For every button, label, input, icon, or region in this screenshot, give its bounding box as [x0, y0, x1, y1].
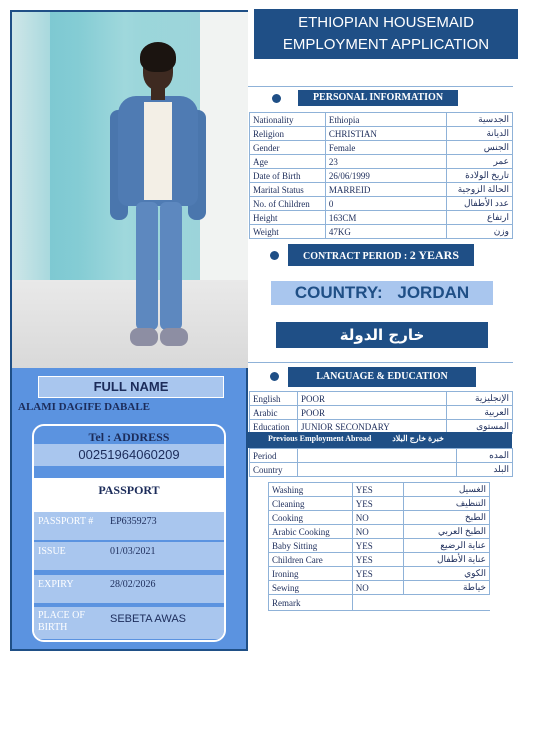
language-label: Education — [250, 420, 298, 434]
skill-value: YES — [352, 553, 404, 567]
personal-info-arabic: الجنس — [447, 141, 513, 155]
skill-label: Washing — [269, 483, 353, 497]
full-name-value: ALAMI DAGIFE DABALE — [18, 401, 151, 413]
skill-label: Children Care — [269, 553, 353, 567]
passport-number-row — [34, 512, 224, 540]
personal-info-value: Female — [325, 141, 446, 155]
personal-info-value: 0 — [325, 197, 446, 211]
expiry-label: EXPIRY — [38, 579, 74, 590]
personal-info-row — [250, 169, 513, 183]
passport-header: PASSPORT — [34, 478, 224, 512]
page-title — [254, 9, 518, 59]
birth-label-1: PLACE OF — [38, 610, 85, 621]
skill-label: Cooking — [269, 511, 353, 525]
skill-value: NO — [352, 525, 404, 539]
skill-arabic: الغسيل — [404, 483, 490, 497]
personal-info-label: Date of Birth — [250, 169, 326, 183]
language-value: POOR — [297, 406, 446, 420]
personal-info-row — [250, 141, 513, 155]
skill-label: Cleaning — [269, 497, 353, 511]
abroad-arabic-banner: خارج الدولة — [276, 322, 488, 348]
skill-value: YES — [352, 539, 404, 553]
skill-arabic: عناية الرضيع — [404, 539, 490, 553]
skill-arabic: الكوي — [404, 567, 490, 581]
applicant-photo — [12, 12, 248, 368]
skill-arabic: التنظيف — [404, 497, 490, 511]
title-line-1: ETHIOPIAN HOUSEMAID — [298, 14, 474, 31]
personal-info-label: Weight — [250, 225, 326, 239]
previous-header-ar: خبرة خارج البلاد — [392, 434, 444, 443]
skill-value: YES — [352, 497, 404, 511]
birth-row — [34, 607, 224, 639]
birth-label-2: BIRTH — [38, 622, 68, 633]
previous-employment-table — [249, 448, 513, 477]
bullet-icon — [272, 94, 281, 103]
personal-info-header: PERSONAL INFORMATION — [298, 90, 458, 106]
contract-sep: : — [403, 251, 408, 262]
passport-card — [32, 424, 226, 642]
personal-info-arabic: تاريخ الولادة — [447, 169, 513, 183]
remark-value — [352, 595, 489, 611]
personal-info-row — [250, 183, 513, 197]
previous-arabic: المده — [457, 449, 513, 463]
skill-row — [269, 497, 490, 511]
previous-arabic: البلد — [457, 463, 513, 477]
expiry-value: 28/02/2026 — [110, 579, 156, 590]
language-education-header: LANGUAGE & EDUCATION — [288, 367, 476, 387]
language-value: JUNIOR SECONDARY — [297, 420, 446, 434]
skill-label: Sewing — [269, 581, 353, 595]
personal-info-row — [250, 127, 513, 141]
country-box — [271, 281, 493, 305]
contract-label: CONTRACT PERIOD — [302, 251, 402, 262]
language-row — [250, 392, 513, 406]
personal-info-label: Gender — [250, 141, 326, 155]
previous-row — [250, 463, 513, 477]
personal-info-label: Religion — [250, 127, 326, 141]
previous-label: Period — [250, 449, 298, 463]
personal-info-value: 163CM — [325, 211, 446, 225]
expiry-row — [34, 575, 224, 603]
contract-value: 2 YEARS — [409, 248, 459, 262]
birth-value: SEBETA AWAS — [110, 613, 187, 625]
language-arabic: المستوى — [447, 420, 513, 434]
skill-row — [269, 525, 490, 539]
issue-row — [34, 542, 224, 570]
personal-info-row — [250, 197, 513, 211]
personal-info-arabic: ارتفاع — [447, 211, 513, 225]
skill-row — [269, 567, 490, 581]
skill-arabic: الطبخ العربي — [404, 525, 490, 539]
personal-info-table — [249, 112, 513, 239]
remark-row — [269, 595, 490, 611]
language-arabic: العربية — [447, 406, 513, 420]
personal-info-row — [250, 225, 513, 239]
title-line-2: EMPLOYMENT APPLICATION — [282, 36, 490, 53]
passport-number-value: EP6359273 — [110, 516, 157, 527]
skill-row — [269, 539, 490, 553]
remark-label: Remark — [269, 595, 353, 611]
language-table — [249, 391, 513, 434]
contract-period-header — [288, 244, 474, 266]
skill-label: Ironing — [269, 567, 353, 581]
skill-arabic: الطبخ — [404, 511, 490, 525]
personal-info-row — [250, 113, 513, 127]
personal-info-value: CHRISTIAN — [325, 127, 446, 141]
skill-arabic: عناية الأطفال — [404, 553, 490, 567]
personal-info-label: Nationality — [250, 113, 326, 127]
divider — [248, 86, 513, 87]
language-label: Arabic — [250, 406, 298, 420]
personal-info-label: Age — [250, 155, 326, 169]
previous-label: Country — [250, 463, 298, 477]
personal-info-value: 23 — [325, 155, 446, 169]
previous-value — [297, 463, 456, 477]
country-label: COUNTRY: — [294, 283, 383, 302]
skill-label: Baby Sitting — [269, 539, 353, 553]
full-name-header: FULL NAME — [38, 376, 224, 398]
personal-info-arabic: عدد الأطفال — [447, 197, 513, 211]
tel-address-header: Tel : ADDRESS — [88, 430, 170, 444]
skill-row — [269, 511, 490, 525]
skill-value: YES — [352, 567, 404, 581]
divider — [248, 362, 513, 363]
country-value: JORDAN — [397, 283, 470, 302]
skill-row — [269, 581, 490, 595]
skill-value: NO — [352, 581, 404, 595]
personal-info-label: No. of Children — [250, 197, 326, 211]
skill-row — [269, 553, 490, 567]
previous-header-en: Previous Employment Abroad — [268, 434, 372, 443]
personal-info-label: Marital Status — [250, 183, 326, 197]
personal-info-arabic: الجدسية — [447, 113, 513, 127]
previous-value — [297, 449, 456, 463]
personal-info-value: Ethiopia — [325, 113, 446, 127]
personal-info-arabic: الحالة الزوجية — [447, 183, 513, 197]
language-label: English — [250, 392, 298, 406]
personal-info-row — [250, 155, 513, 169]
personal-info-label: Height — [250, 211, 326, 225]
skill-value: YES — [352, 483, 404, 497]
previous-row — [250, 449, 513, 463]
personal-info-value: MARREID — [325, 183, 446, 197]
skill-row — [269, 483, 490, 497]
skill-value: NO — [352, 511, 404, 525]
issue-label: ISSUE — [38, 546, 66, 557]
language-row — [250, 406, 513, 420]
skill-arabic: خياطة — [404, 581, 490, 595]
skill-label: Arabic Cooking — [269, 525, 353, 539]
bullet-icon — [270, 251, 279, 260]
skills-table — [268, 482, 490, 611]
personal-info-value: 26/06/1999 — [325, 169, 446, 183]
previous-employment-header — [248, 432, 512, 448]
personal-info-arabic: الديانة — [447, 127, 513, 141]
passport-number-label: PASSPORT # — [38, 516, 94, 527]
personal-info-arabic: عمر — [447, 155, 513, 169]
tel-value: 00251964060209 — [34, 444, 224, 466]
personal-info-arabic: وزن — [447, 225, 513, 239]
issue-value: 01/03/2021 — [110, 546, 156, 557]
language-arabic: الإنجليزية — [447, 392, 513, 406]
personal-info-row — [250, 211, 513, 225]
personal-info-value: 47KG — [325, 225, 446, 239]
bullet-icon — [270, 372, 279, 381]
language-value: POOR — [297, 392, 446, 406]
